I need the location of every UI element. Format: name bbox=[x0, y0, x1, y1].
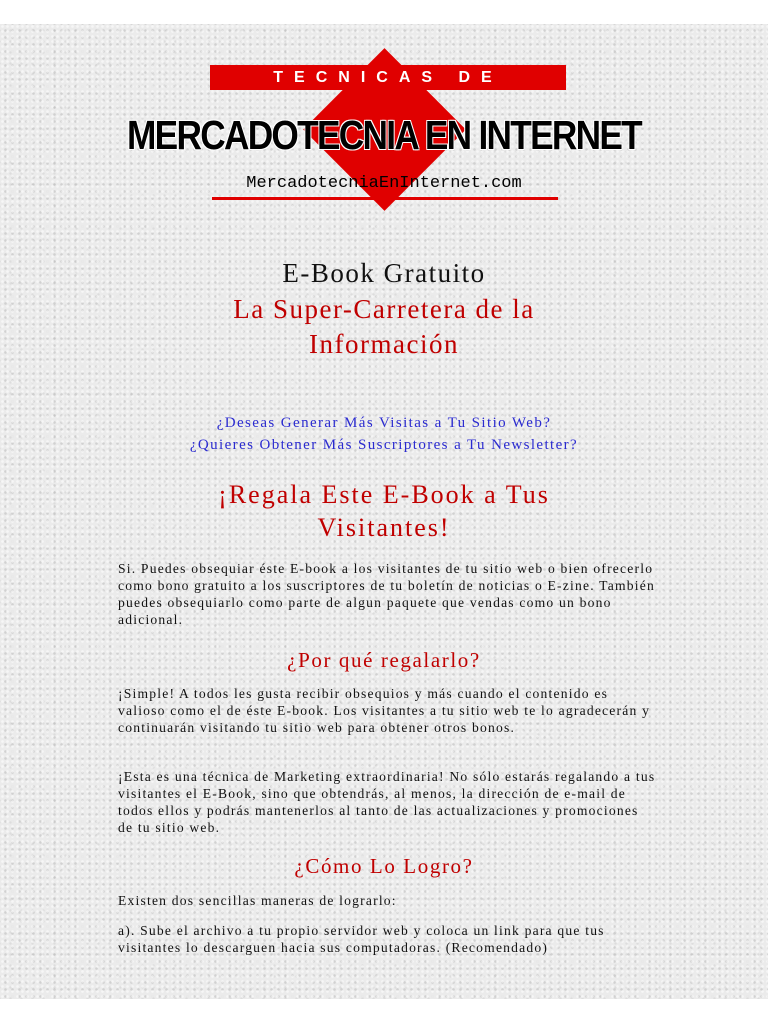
logo-url: MercadotecniaEnInternet.com bbox=[246, 174, 522, 193]
gift-heading-line-2: Visitantes! bbox=[317, 513, 451, 542]
question-2: ¿Quieres Obtener Más Suscriptores a Tu Newsletter? bbox=[189, 437, 579, 453]
question-1: ¿Deseas Generar Más Visitas a Tu Sitio Web? bbox=[216, 415, 552, 431]
gift-paragraph: Si. Puedes obsequiar éste E-book a los visitantes de tu sitio web o bien ofrecerlo como bono gratuito a los suscriptores de tu boletín de noticias o E-zine. También puedes obsequiarlo como parte de algun paquete que vendas como un bono adicional. bbox=[118, 561, 655, 627]
gift-heading-line-1: ¡Regala Este E-Book a Tus bbox=[218, 480, 550, 509]
ebook-label: E-Book Gratuito bbox=[282, 258, 486, 288]
how-option-a: a). Sube el archivo a tu propio servidor web y coloca un link para que tus visitantes lo descarguen hacia sus computadoras. (Recomendado) bbox=[118, 923, 605, 955]
logo bbox=[0, 24, 768, 234]
how-intro: Existen dos sencillas maneras de lograrlo: bbox=[118, 893, 397, 908]
document-page bbox=[0, 24, 768, 999]
why-paragraph-1: ¡Simple! A todos les gusta recibir obsequios y más cuando el contenido es valioso como el de éste E-book. Los visitantes a tu sitio web te lo agradecerán y continuarán visitando tu sitio web para obtener otros bonos. bbox=[118, 686, 651, 735]
title-line-1: La Super-Carretera de la bbox=[233, 294, 535, 324]
title-line-2: Información bbox=[309, 329, 459, 359]
logo-banner: TECNICAS DE bbox=[210, 65, 566, 90]
logo-title: MERCADOTECNIA EN INTERNET bbox=[127, 112, 641, 158]
how-heading: ¿Cómo Lo Logro? bbox=[294, 854, 474, 878]
why-heading: ¿Por qué regalarlo? bbox=[287, 648, 481, 672]
why-paragraph-2: ¡Esta es una técnica de Marketing extraordinaria! No sólo estarás regalando a tus visitantes el E-Book, sino que obtendrás, al menos, la dirección de e-mail de todos ellos y podrás mantenerlos al tanto de las actualizaciones y promociones de tu sitio web. bbox=[118, 769, 656, 835]
logo-underline bbox=[212, 197, 558, 200]
